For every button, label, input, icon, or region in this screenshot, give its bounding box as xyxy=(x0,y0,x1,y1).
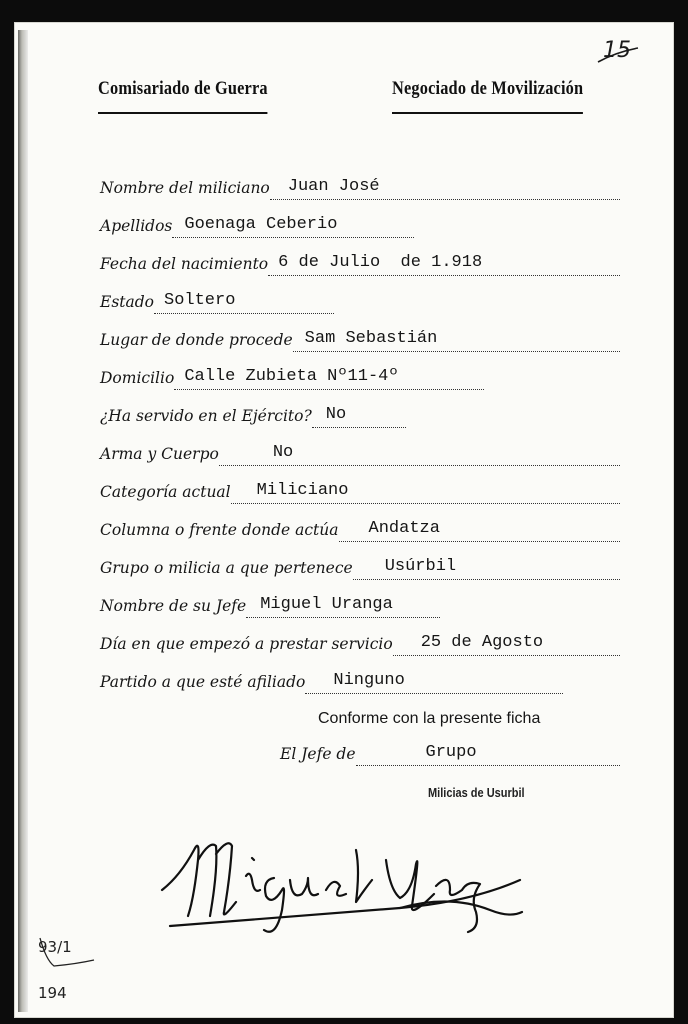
field-value: Calle Zubieta Nº11-4º xyxy=(174,367,484,390)
field-row-partido xyxy=(100,666,620,694)
field-label: Categoría actual xyxy=(100,483,231,501)
field-label: Fecha del nacimiento xyxy=(100,255,269,273)
field-row-nombre xyxy=(100,172,620,200)
field-label: Arma y Cuerpo xyxy=(100,445,219,463)
jefe-value: Grupo xyxy=(356,743,620,766)
field-row-arma xyxy=(100,438,620,466)
page-number xyxy=(592,34,642,74)
conforme-text: Conforme con la presente ficha xyxy=(318,710,541,727)
header-comisariado: Comisariado de Guerra xyxy=(98,78,268,114)
field-value: Goenaga Ceberio xyxy=(172,215,414,238)
field-label: Partido a que esté afiliado xyxy=(100,673,306,691)
archive-ref-1: 93/1 xyxy=(38,938,72,956)
field-label: ¿Ha servido en el Ejército? xyxy=(100,407,312,425)
jefe-row xyxy=(280,740,620,766)
field-value: Juan José xyxy=(270,177,620,200)
archive-ref-2: 194 xyxy=(38,984,67,1002)
militia-stamp: Milicias de Usurbil xyxy=(428,786,525,800)
field-row-domicilio xyxy=(100,362,620,390)
field-value: 6 de Julio de 1.918 xyxy=(268,253,620,276)
field-row-columna xyxy=(100,514,620,542)
page-number-text: 15 xyxy=(603,38,631,63)
field-value: Andatza xyxy=(339,519,620,542)
field-label: Apellidos xyxy=(100,217,173,235)
field-label: Estado xyxy=(100,293,154,311)
field-value: Ninguno xyxy=(305,671,563,694)
field-value: Soltero xyxy=(154,291,334,314)
field-value: Sam Sebastián xyxy=(293,329,620,352)
field-label: Grupo o milicia a que pertenece xyxy=(100,559,353,577)
field-row-jefe xyxy=(100,590,620,618)
field-value: Miguel Uranga xyxy=(246,595,440,618)
field-row-categoria xyxy=(100,476,620,504)
field-row-apellidos xyxy=(100,210,620,238)
card-edge xyxy=(18,30,28,1012)
field-value: Usúrbil xyxy=(353,557,620,580)
jefe-label: El Jefe de xyxy=(280,745,356,763)
field-row-lugar xyxy=(100,324,620,352)
field-row-estado xyxy=(100,286,620,314)
field-label: Columna o frente donde actúa xyxy=(100,521,339,539)
field-value: No xyxy=(312,405,406,428)
field-label: Lugar de donde procede xyxy=(100,331,293,349)
signature-mark xyxy=(150,820,530,940)
field-label: Día en que empezó a prestar servicio xyxy=(100,635,393,653)
header-negociado: Negociado de Movilización xyxy=(392,78,583,114)
field-row-grupo xyxy=(100,552,620,580)
field-row-servicio xyxy=(100,628,620,656)
field-value: 25 de Agosto xyxy=(393,633,620,656)
field-label: Nombre del miliciano xyxy=(100,179,270,197)
field-value: No xyxy=(219,443,620,466)
field-row-ejercito xyxy=(100,400,620,428)
field-label: Nombre de su Jefe xyxy=(100,597,247,615)
field-label: Domicilio xyxy=(100,369,175,387)
field-row-nacimiento xyxy=(100,248,620,276)
field-value: Miliciano xyxy=(231,481,620,504)
